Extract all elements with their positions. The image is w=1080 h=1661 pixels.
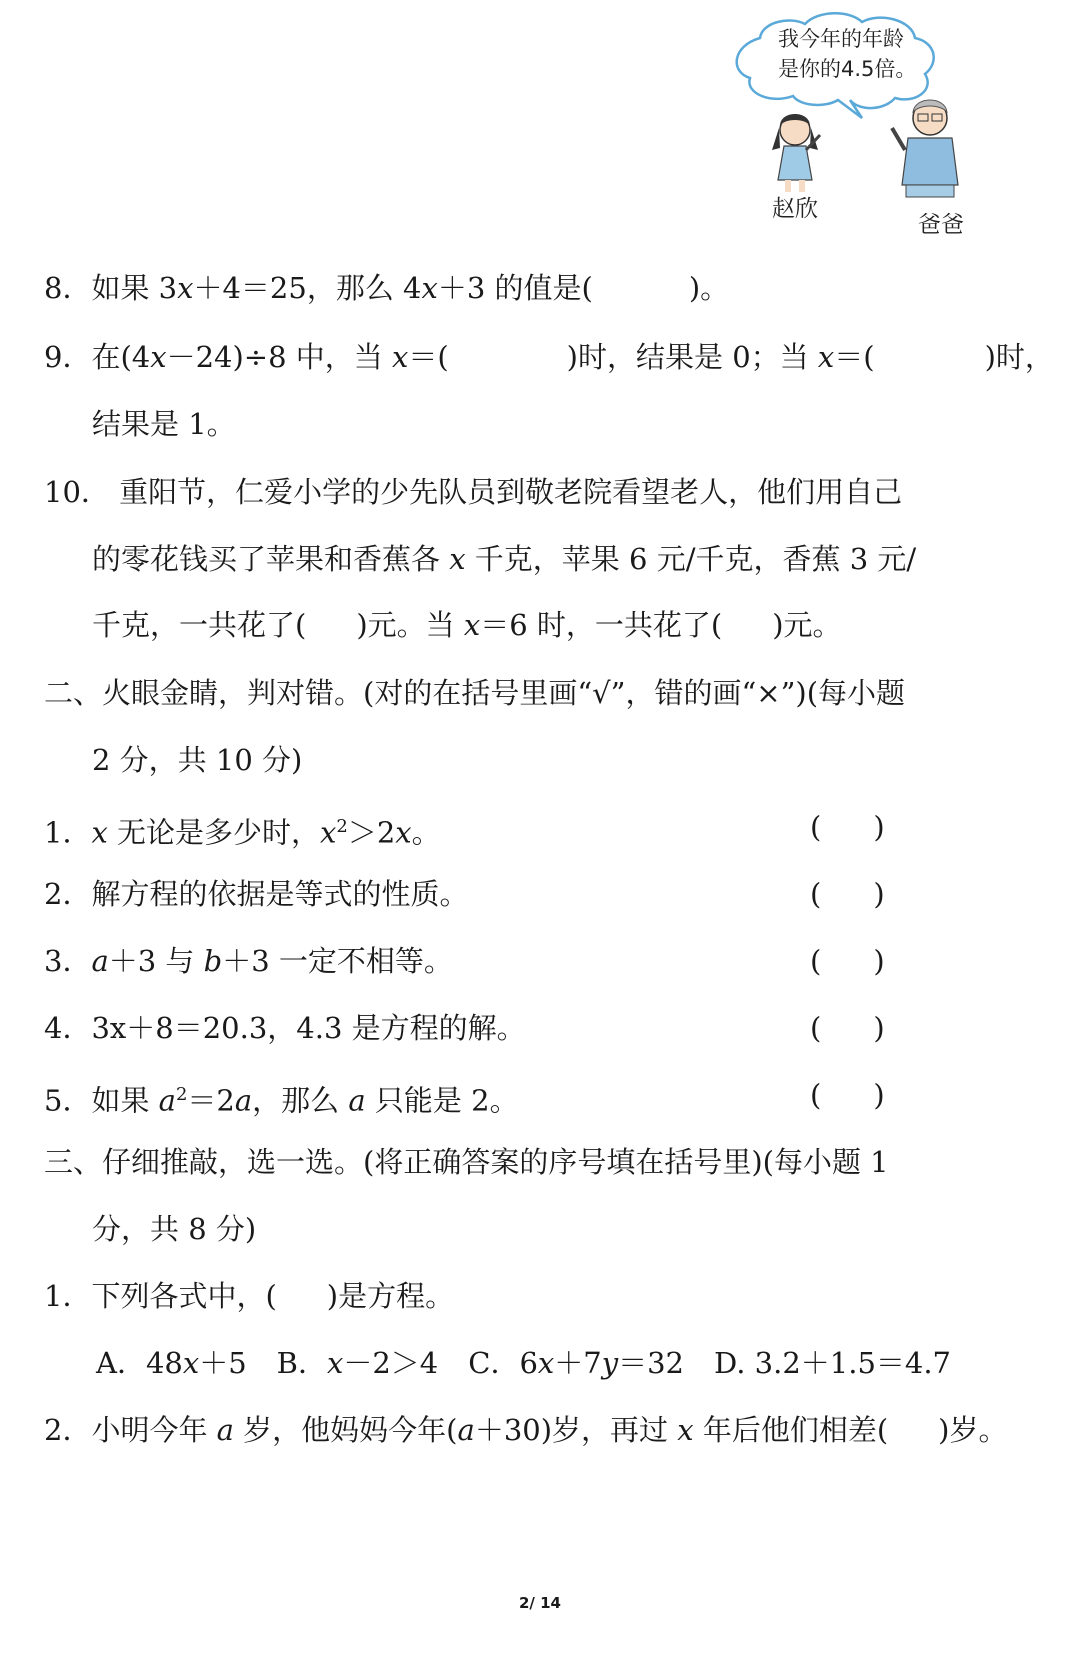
choice-question-2: 2．小明今年 a 岁，他妈妈今年(a＋30)岁，再过 x 年后他们相差( )岁。 [44, 1413, 1008, 1447]
answer-blank-5[interactable]: ( ) [810, 1078, 885, 1112]
answer-blank-3[interactable]: ( ) [810, 944, 885, 978]
judge-item-4: 4．3x＋8＝20.3，4.3 是方程的解。 [44, 1011, 526, 1045]
section-3-heading-line2: 分，共 8 分) [92, 1212, 257, 1246]
answer-blank-4[interactable]: ( ) [810, 1011, 885, 1045]
question-10-line3: 千克，一共花了( )元。当 x＝6 时，一共花了( )元。 [92, 608, 842, 642]
question-10-line2: 的零花钱买了苹果和香蕉各 x 千克，苹果 6 元/千克，香蕉 3 元/ [92, 542, 917, 576]
section-2-heading: 二、火眼金睛，判对错。(对的在括号里画“√”，错的画“×”)(每小题 [44, 676, 906, 710]
page-number: 2/ 14 [518, 1594, 561, 1612]
judge-item-5: 5．如果 $a^2=2a$，那么 a 只能是 2。 [44, 1083, 519, 1118]
section-3-heading: 三、仔细推敲，选一选。(将正确答案的序号填在括号里)(每小题 1 [44, 1145, 889, 1179]
question-number: 10． [44, 475, 110, 509]
judge-item-1: 1．x 无论是多少时，$x^2>2x$。 [44, 815, 441, 850]
girl-figure [772, 114, 820, 192]
question-number: 8． [44, 271, 92, 305]
judge-item-3: 3．a＋3 与 b＋3 一定不相等。 [44, 944, 453, 978]
answer-blank-2[interactable]: ( ) [810, 877, 885, 911]
option-b[interactable]: B．x－2＞4 [276, 1346, 439, 1380]
speech-text-line2: 是你的4.5倍。 [778, 57, 917, 81]
choice-question-1-options [96, 1343, 951, 1383]
question-9: 9．在(4x－24)÷8 中，当 x＝( )时，结果是 0；当 x＝( )时， [44, 340, 1054, 374]
question-9-line2: 结果是 1。 [92, 407, 236, 441]
dad-name-label: 爸爸 [918, 212, 964, 238]
judge-item-2: 2．解方程的依据是等式的性质。 [44, 877, 469, 911]
speech-text-line1: 我今年的年龄 [778, 27, 904, 51]
option-c[interactable]: C．6x＋7y＝32 [468, 1346, 684, 1380]
illustration [0, 0, 1080, 240]
dad-figure [892, 100, 958, 197]
option-d[interactable]: D. 3.2＋1.5＝4.7 [714, 1346, 952, 1380]
question-8: 8．如果 3x＋4＝25，那么 4x＋3 的值是( )。 [44, 271, 730, 305]
girl-name-label: 赵欣 [772, 196, 818, 222]
section-2-heading-line2: 2 分，共 10 分) [92, 743, 303, 777]
answer-blank-1[interactable]: ( ) [810, 810, 885, 844]
question-number: 9． [44, 340, 92, 374]
option-a[interactable]: A．48x＋5 [96, 1346, 247, 1380]
question-10: 10． 重阳节，仁爱小学的少先队员到敬老院看望老人，他们用自己 [44, 475, 903, 509]
choice-question-1: 1．下列各式中，( )是方程。 [44, 1279, 455, 1313]
